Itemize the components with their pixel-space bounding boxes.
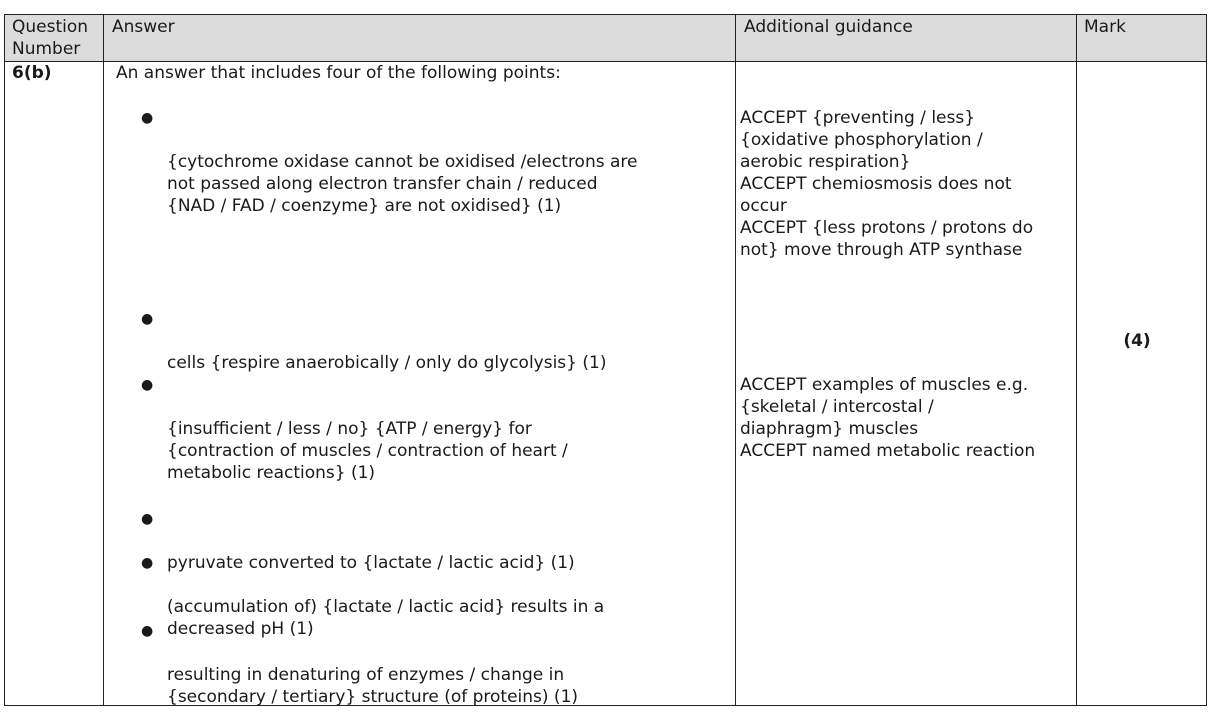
answer-point-text: cells {respire anaerobically / only do glycolysis} (1): [167, 353, 607, 373]
bullet-icon: ●: [141, 623, 154, 639]
question-number: 6(b): [12, 63, 52, 83]
answer-point: [141, 374, 707, 484]
column-divider: [735, 15, 736, 705]
answer-point: [141, 107, 707, 217]
header-additional-guidance: Additional guidance: [744, 17, 913, 37]
column-divider: [1076, 15, 1077, 705]
bullet-icon: ●: [141, 555, 154, 571]
bullet-icon: ●: [141, 311, 154, 327]
answer-point-text: pyruvate converted to {lactate / lactic acid} (1): [167, 553, 575, 573]
answer-intro: An answer that includes four of the following points:: [116, 63, 561, 83]
answer-point-text: (accumulation of) {lactate / lactic acid} results in a decreased pH (1): [167, 597, 605, 639]
mark-value: (4): [1123, 331, 1151, 351]
bullet-icon: ●: [141, 511, 154, 527]
bullet-icon: ●: [141, 377, 154, 393]
header-answer: Answer: [112, 17, 175, 37]
answer-point: [141, 308, 707, 374]
column-divider: [103, 15, 104, 705]
bullet-icon: ●: [141, 110, 154, 126]
header-question-number: Question Number: [12, 17, 89, 59]
answer-point-text: {cytochrome oxidase cannot be oxidised /electrons are not passed along electron transfer chain / reduced {NAD / FAD / coenzyme} are not oxidised} (1): [167, 152, 638, 216]
guidance-block: ACCEPT examples of muscles e.g. {skeletal / intercostal / diaphragm} muscles ACCEPT named metabolic reaction: [740, 375, 1036, 461]
header-mark: Mark: [1084, 17, 1126, 37]
answer-point-text: {insufficient / less / no} {ATP / energy} for {contraction of muscles / contraction of heart / metabolic reactions} (1): [167, 419, 568, 483]
answer-point-text: resulting in denaturing of enzymes / change in {secondary / tertiary} structure (of proteins) (1): [167, 665, 579, 707]
table-header: [5, 15, 1206, 62]
answer-point: [141, 620, 707, 708]
guidance-block: ACCEPT {preventing / less} {oxidative phosphorylation / aerobic respiration} ACCEPT chemiosmosis does not occur ACCEPT {less protons / protons do not} move through ATP synthase: [740, 108, 1034, 260]
